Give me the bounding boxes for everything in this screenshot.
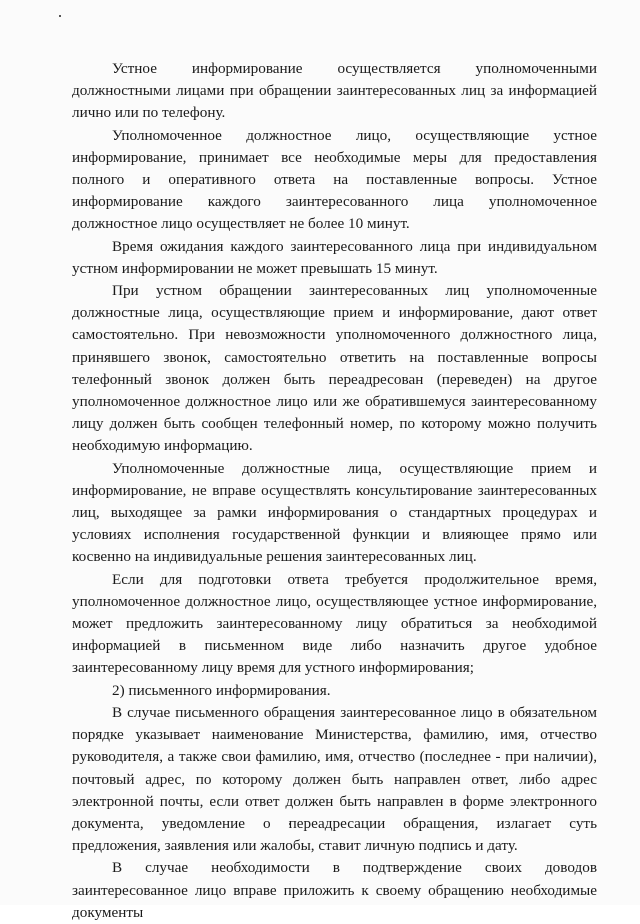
paragraph: Если для подготовки ответа требуется продолжительное время, уполномоченное должностное лицо, осуществляющее устное информирование, может предложить заинтересованному лицу обратиться за необходимой информацией в письменном виде либо назначить другое удобное заинтересованному лицу время для устного информирования; [72, 570, 597, 677]
paragraph: Уполномоченное должностное лицо, осуществляющие устное информирование, принимает все необходимые меры для предоставления полного и оперативного ответа на поставленные вопросы. Устное информирование каждого заинтересованного лица уполномоченное должностное лицо осуществляет не более 10 минут. [72, 126, 597, 233]
paragraph: 2) письменного информирования. [112, 681, 331, 699]
paragraph: Уполномоченные должностные лица, осуществляющие прием и информирование, не вправе осуществлять консультирование заинтересованных лиц, выходящее за рамки информирования о стандартных процедурах и условиях исполнения государственной функции и влияющее прямо или косвенно на индивидуальные решения заинтересованных лиц. [72, 459, 597, 566]
paragraph: В случае необходимости в подтверждение своих доводов заинтересованное лицо вправе приложить к своему обращению необходимые документы [72, 859, 597, 921]
paragraph: Устное информирование осуществляется уполномоченными должностными лицами при обращении заинтересованных лиц за информацией лично или по телефону. [72, 60, 597, 122]
document-body [72, 58, 597, 924]
paragraph: В случае письменного обращения заинтересованное лицо в обязательном порядке указывает наименование Министерства, фамилию, имя, отчество руководителя, а также свои фамилию, имя, отчество (последнее - при наличии), почтовый адрес, по которому должен быть направлен ответ, либо адрес электронной почты, если ответ должен быть направлен в форме электронного документа, уведомление о переадресации обращения, излагает суть предложения, заявления или жалобы, ставит личную подпись и дату. [72, 703, 597, 855]
scan-speck [59, 15, 61, 17]
paragraph: При устном обращении заинтересованных лиц уполномоченные должностные лица, осуществляющие прием и информирование, дают ответ самостоятельно. При невозможности уполномоченного должностного лица, принявшего звонок, самостоятельно ответить на поставленные вопросы телефонный звонок должен быть переадресован (переведен) на другое уполномоченное должностное лицо или же обратившемуся заинтересованному лицу должен быть сообщен телефонный номер, по которому можно получить необходимую информацию. [72, 282, 597, 455]
paragraph: Время ожидания каждого заинтересованного лица при индивидуальном устном информировании не может превышать 15 минут. [72, 237, 597, 277]
